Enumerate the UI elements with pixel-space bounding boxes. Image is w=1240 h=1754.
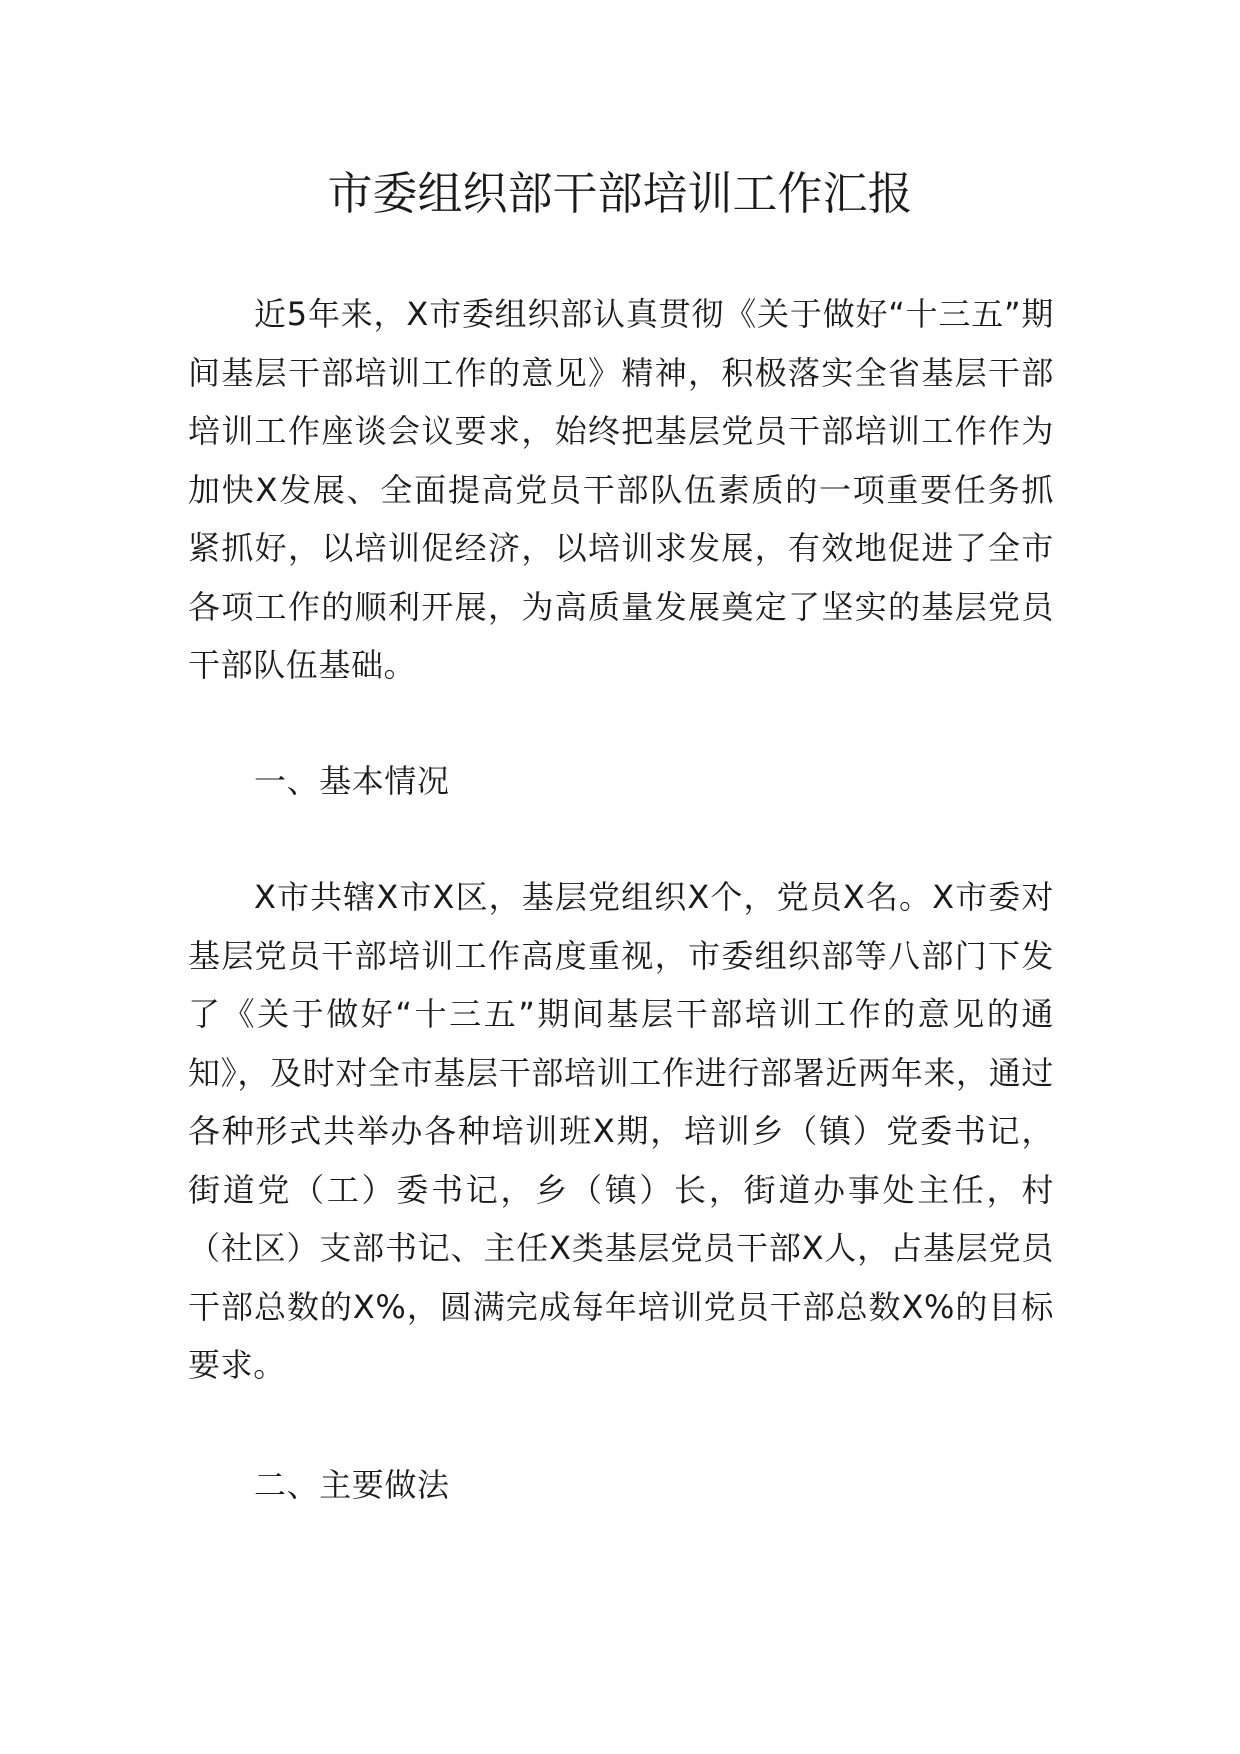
basic-situation-paragraph: X市共辖X市X区，基层党组织X个，党员X名。X市委对基层党员干部培训工作高度重视，市委组织部等八部门下发了《关于做好“十三五”期间基层干部培训工作的意见的通知》，及时对全市基层干部培训工作进行部署近两年来，通过各种形式共举办各种培训班X期，培训乡（镇）党委书记，街道党（工）委书记，乡（镇）长，街道办事处主任，村（社区）支部书记、主任X类基层党员干部X人，占基层党员干部总数的X%，圆满完成每年培训党员干部总数X%的目标要求。	[188, 878, 1054, 1384]
section-heading-basic-situation: 一、基本情况	[254, 762, 450, 800]
intro-paragraph: 近5年来，X市委组织部认真贯彻《关于做好“十三五”期间基层干部培训工作的意见》精神，积极落实全省基层干部培训工作座谈会议要求，始终把基层党员干部培训工作作为加快X发展、全面提高党员干部队伍素质的一项重要任务抓紧抓好，以培训促经济，以培训求发展，有效地促进了全市各项工作的顺利开展，为高质量发展奠定了坚实的基层党员干部队伍基础。	[188, 295, 1054, 684]
document-title: 市委组织部干部培训工作汇报	[327, 167, 913, 220]
section-heading-main-practices: 二、主要做法	[254, 1466, 450, 1504]
